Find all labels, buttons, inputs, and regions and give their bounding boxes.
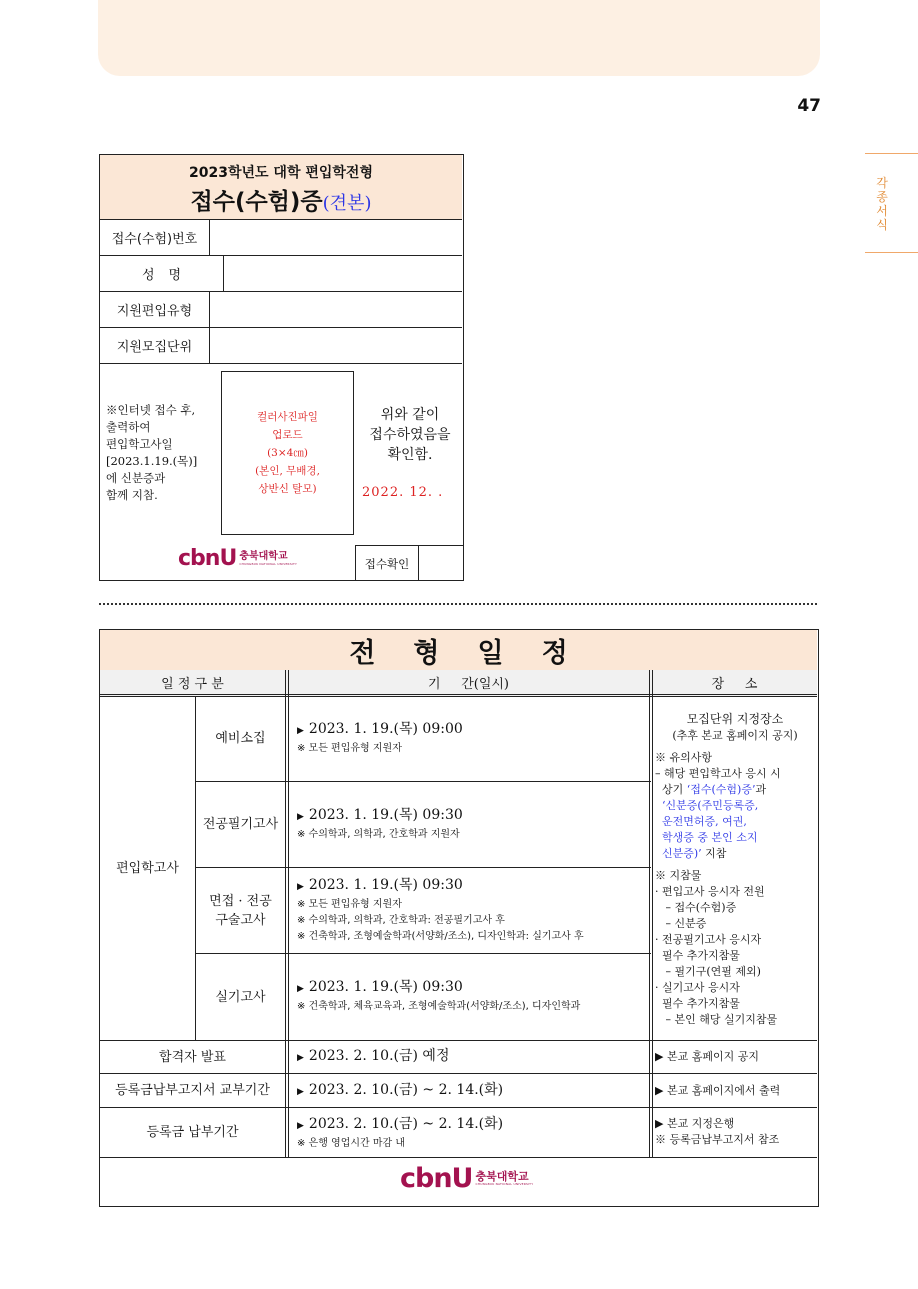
exam-place-cell xyxy=(655,710,815,1028)
header-period: 기 간(일시) xyxy=(427,676,510,692)
notice-line: – 해당 편입학고사 응시 시 xyxy=(655,767,781,780)
page-number: 47 xyxy=(797,96,821,116)
period-notice-issue xyxy=(297,1081,649,1102)
schedule-table xyxy=(99,629,819,1207)
period-date xyxy=(297,1047,649,1068)
photo-instructions: 컬러사진파일 업로드 (3×4㎝) (본인, 무배경, 상반신 탈모) xyxy=(255,411,320,495)
place-line: ▶ 본교 지정은행 xyxy=(655,1117,735,1130)
ticket-row-recruit-unit xyxy=(100,327,462,364)
notice-text: 상기 xyxy=(655,783,687,796)
side-tab-divider-bottom xyxy=(865,252,918,253)
item-line: – 신분증 xyxy=(655,917,707,930)
place-line: ▶ 본교 홈페이지 공지 xyxy=(655,1050,759,1063)
exam-place-heading-sub: (추후 본교 홈페이지 공지) xyxy=(672,729,798,742)
period-date xyxy=(297,806,649,827)
place-notice-issue xyxy=(655,1083,815,1099)
row-label-notice-issue: 등록금납부고지서 교부기간 xyxy=(115,1083,270,1098)
period-date-text: 2023. 2. 10.(금) 예정 xyxy=(308,1048,450,1064)
period-practical xyxy=(297,978,649,1015)
period-date-text: 2023. 1. 19.(목) 09:30 xyxy=(308,877,463,893)
period-date xyxy=(297,720,649,741)
period-written-exam xyxy=(297,806,649,843)
row-label-announcement: 합격자 발표 xyxy=(159,1049,226,1065)
logo-mark: cbnU xyxy=(178,546,237,571)
logo-subtext: CHUNGBUK NATIONAL UNIVERSITY xyxy=(239,561,298,566)
period-date xyxy=(297,1115,649,1136)
ticket-subtitle: 2023학년도 대학 편입학전형 xyxy=(189,165,373,181)
period-note: ※ 건축학과, 체육교육과, 조형예술학과(서양화/조소), 디자인학과 xyxy=(297,1001,581,1012)
item-line: · 편입고사 응시자 전원 xyxy=(655,885,765,898)
items-title: ※ 지참물 xyxy=(655,869,702,882)
column-divider-category xyxy=(285,670,289,1157)
place-announcement xyxy=(655,1049,815,1065)
ticket-title-suffix: (견본) xyxy=(322,193,372,214)
period-note: ※ 건축학과, 조형예술학과(서양화/조소), 디자인학과: 실기고사 후 xyxy=(297,931,584,942)
place-payment xyxy=(655,1116,815,1148)
place-line: ※ 등록금납부고지서 참조 xyxy=(655,1133,780,1146)
notice-line xyxy=(655,846,815,862)
ticket-label-transfer-type: 지원편입유형 xyxy=(100,291,210,327)
period-announcement xyxy=(297,1047,649,1068)
item-line: – 접수(수험)증 xyxy=(655,901,737,914)
notice-highlight: ‘접수(수험)증’ xyxy=(686,783,756,796)
notice-highlight-line: 학생증 중 본인 소지 xyxy=(655,831,758,844)
triangle-bullet-icon: ▶ xyxy=(297,1121,304,1131)
ticket-notice: ※인터넷 접수 후, 출력하여 편입학고사일 [2023.1.19.(목)] 에 신분증과 함께 지참. xyxy=(106,403,198,502)
period-date-text: 2023. 1. 19.(목) 09:00 xyxy=(308,721,463,737)
row-label-written-exam: 전공필기고사 xyxy=(202,817,279,832)
item-line: – 본인 해당 실기지참물 xyxy=(655,1013,778,1026)
item-line: · 전공필기고사 응시자 xyxy=(655,933,762,946)
side-tab-divider-top xyxy=(865,153,918,154)
triangle-bullet-icon: ▶ xyxy=(297,726,304,736)
university-logo-footer xyxy=(400,1163,533,1194)
university-logo xyxy=(178,546,297,571)
header-category: 일 정 구 분 xyxy=(161,676,224,692)
period-interview xyxy=(297,876,649,945)
row-label-payment: 등록금 납부기간 xyxy=(146,1125,239,1140)
triangle-bullet-icon: ▶ xyxy=(297,1087,304,1097)
period-date xyxy=(297,978,649,999)
ticket-row-transfer-type xyxy=(100,291,462,328)
place-line: ▶ 본교 홈페이지에서 출력 xyxy=(655,1084,781,1097)
triangle-bullet-icon: ▶ xyxy=(297,882,304,892)
notice-title: ※ 유의사항 xyxy=(655,751,713,764)
ticket-row-exam-number xyxy=(100,219,462,256)
logo-text-group xyxy=(239,552,297,566)
confirm-date: 2022. 12. . xyxy=(362,485,444,500)
triangle-bullet-icon: ▶ xyxy=(297,812,304,822)
notice-text: 과 xyxy=(755,783,767,796)
item-line: · 실기고사 응시자 xyxy=(655,981,740,994)
notice-highlight: 신분증)’ xyxy=(655,847,702,860)
item-line: 필수 추가지참물 xyxy=(655,949,740,962)
row-label-interview: 면접 · 전공 구술고사 xyxy=(209,893,272,928)
period-date xyxy=(297,1081,649,1102)
triangle-bullet-icon: ▶ xyxy=(297,1053,304,1063)
ticket-label-name: 성명 xyxy=(100,255,224,291)
schedule-header-row xyxy=(100,670,817,697)
receipt-confirm-label: 접수확인 xyxy=(356,546,419,581)
item-line: 필수 추가지참물 xyxy=(655,997,740,1010)
ticket-header xyxy=(100,155,462,220)
logo-text: 충북대학교 xyxy=(239,550,288,562)
photo-placeholder xyxy=(221,371,354,535)
period-note: ※ 모든 편입유형 지원자 xyxy=(297,899,402,910)
period-note: ※ 수의학과, 의학과, 간호학과 지원자 xyxy=(297,829,460,840)
header-place: 장 소 xyxy=(711,676,758,692)
period-note: ※ 은행 영업시간 마감 내 xyxy=(297,1138,406,1149)
period-date xyxy=(297,876,649,897)
logo-subtext: CHUNGBUK NATIONAL UNIVERSITY xyxy=(475,1182,534,1186)
item-line: – 필기구(연필 제외) xyxy=(655,965,761,978)
notice-line xyxy=(655,782,815,798)
period-date-text: 2023. 1. 19.(목) 09:30 xyxy=(308,807,463,823)
period-payment xyxy=(297,1115,649,1152)
group-label-transfer-exam: 편입학고사 xyxy=(116,860,179,876)
period-preliminary xyxy=(297,720,649,757)
period-note: ※ 수의학과, 의학과, 간호학과: 전공필기고사 후 xyxy=(297,915,505,926)
triangle-bullet-icon: ▶ xyxy=(297,984,304,994)
ticket-label-recruit-unit: 지원모집단위 xyxy=(100,327,210,363)
ticket-row-name xyxy=(100,255,462,292)
logo-mark: cbnU xyxy=(400,1163,473,1194)
column-divider-period xyxy=(649,670,653,1157)
logo-text: 충북대학교 xyxy=(475,1170,529,1183)
admission-ticket xyxy=(99,154,464,581)
row-line-7 xyxy=(100,1157,817,1158)
row-label-practical: 실기고사 xyxy=(215,989,266,1005)
dotted-divider xyxy=(99,603,817,605)
receipt-confirm-box xyxy=(355,545,463,581)
side-tab-label: 각종서식 xyxy=(876,176,888,232)
exam-place-heading: 모집단위 지정장소 xyxy=(686,712,784,726)
top-band xyxy=(98,0,820,76)
ticket-title-text: 접수(수험)증 xyxy=(190,189,323,215)
period-date-text: 2023. 2. 10.(금) ~ 2. 14.(화) xyxy=(308,1082,504,1098)
notice-highlight-line: 운전면허증, 여권, xyxy=(655,815,747,828)
ticket-label-exam-number: 접수(수험)번호 xyxy=(100,219,210,255)
period-note: ※ 모든 편입유형 지원자 xyxy=(297,743,402,754)
schedule-title: 전형일정 xyxy=(349,637,606,669)
period-date-text: 2023. 2. 10.(금) ~ 2. 14.(화) xyxy=(308,1116,504,1132)
ticket-title xyxy=(100,183,462,216)
period-date-text: 2023. 1. 19.(목) 09:30 xyxy=(308,979,463,995)
confirm-text: 위와 같이 접수하였음을 확인함. xyxy=(369,407,451,463)
logo-text-group xyxy=(475,1171,533,1186)
schedule-title-bar xyxy=(100,630,817,671)
notice-text: 지참 xyxy=(701,847,727,860)
notice-highlight-line: ‘신분증(주민등록증, xyxy=(655,799,759,812)
row-label-preliminary: 예비소집 xyxy=(215,731,266,746)
